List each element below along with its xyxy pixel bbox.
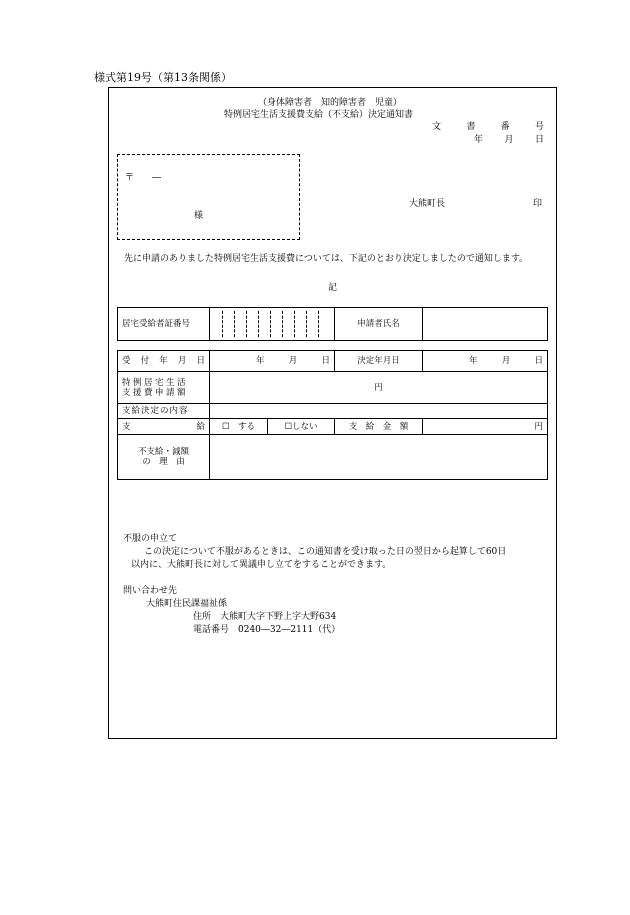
requested-amount-label: 特例居宅生活 支援費申請額 xyxy=(118,372,210,404)
notification-body: 先に申請のありました特例居宅生活支援費については、下記のとおり決定しましたので通知します。 xyxy=(124,254,529,264)
cert-number-digit-boxes[interactable] xyxy=(210,308,335,341)
decision-date-label: 決定年月日 xyxy=(335,351,423,372)
reason-field[interactable] xyxy=(210,435,548,480)
contact-heading: 問い合わせ先 xyxy=(123,586,178,596)
cert-number-label: 居宅受給者証番号 xyxy=(118,308,210,341)
ki-label: 記 xyxy=(328,283,338,293)
applicant-name-label: 申請者氏名 xyxy=(335,308,423,341)
received-date-label: 受 付 年 月 日 xyxy=(118,351,210,372)
issuer-name: 大熊町長 xyxy=(409,199,446,209)
objection-text-line1: この決定について不服があるときは、この通知書を受け取った日の翌日から起算して60日 xyxy=(144,547,507,557)
decision-content-label: 支給決定の内容 xyxy=(118,404,210,419)
payment-label: 支 給 xyxy=(118,419,210,435)
form-number: 様式第19号（第13条関係） xyxy=(94,71,232,84)
postal-code-field: 〒 ― xyxy=(125,173,162,183)
payment-no-checkbox[interactable]: ☐しない xyxy=(268,419,335,435)
objection-heading: 不服の申立て xyxy=(123,534,178,544)
payment-amount-field[interactable]: 円 xyxy=(423,419,548,435)
decision-table xyxy=(117,350,548,480)
recipient-honorific: 様 xyxy=(194,211,204,221)
payment-yes-checkbox[interactable]: ☐ する xyxy=(210,419,268,435)
objection-text-line2: 以内に、大熊町長に対して異議申し立てをすることができます。 xyxy=(131,560,392,570)
seal-mark: 印 xyxy=(533,199,543,209)
document-title: 特例居宅生活支援費支給（不支給）決定通知書 xyxy=(224,110,414,120)
applicant-category: （身体障害者 知的障害者 児童） xyxy=(258,98,403,108)
contact-department: 大熊町住民課福祉係 xyxy=(146,599,228,609)
document-number-label: 文 書 番 号 xyxy=(432,122,544,132)
certificate-table xyxy=(117,307,548,341)
payment-amount-label: 支 給 金 額 xyxy=(335,419,423,435)
requested-amount-field[interactable]: 円 xyxy=(210,372,548,404)
contact-phone: 電話番号 0240―32―2111（代） xyxy=(193,625,341,635)
decision-content-field[interactable] xyxy=(210,404,548,419)
recipient-address-box xyxy=(117,154,300,240)
received-date-field[interactable]: 年 月 日 xyxy=(210,351,335,372)
contact-address: 住所 大熊町大字下野上字大野634 xyxy=(193,612,337,622)
applicant-name-field[interactable] xyxy=(423,308,548,341)
reason-label: 不支給・減額 の 理 由 xyxy=(118,435,210,480)
decision-date-field[interactable]: 年 月 日 xyxy=(423,351,548,372)
issue-date-label: 年 月 日 xyxy=(474,135,544,145)
